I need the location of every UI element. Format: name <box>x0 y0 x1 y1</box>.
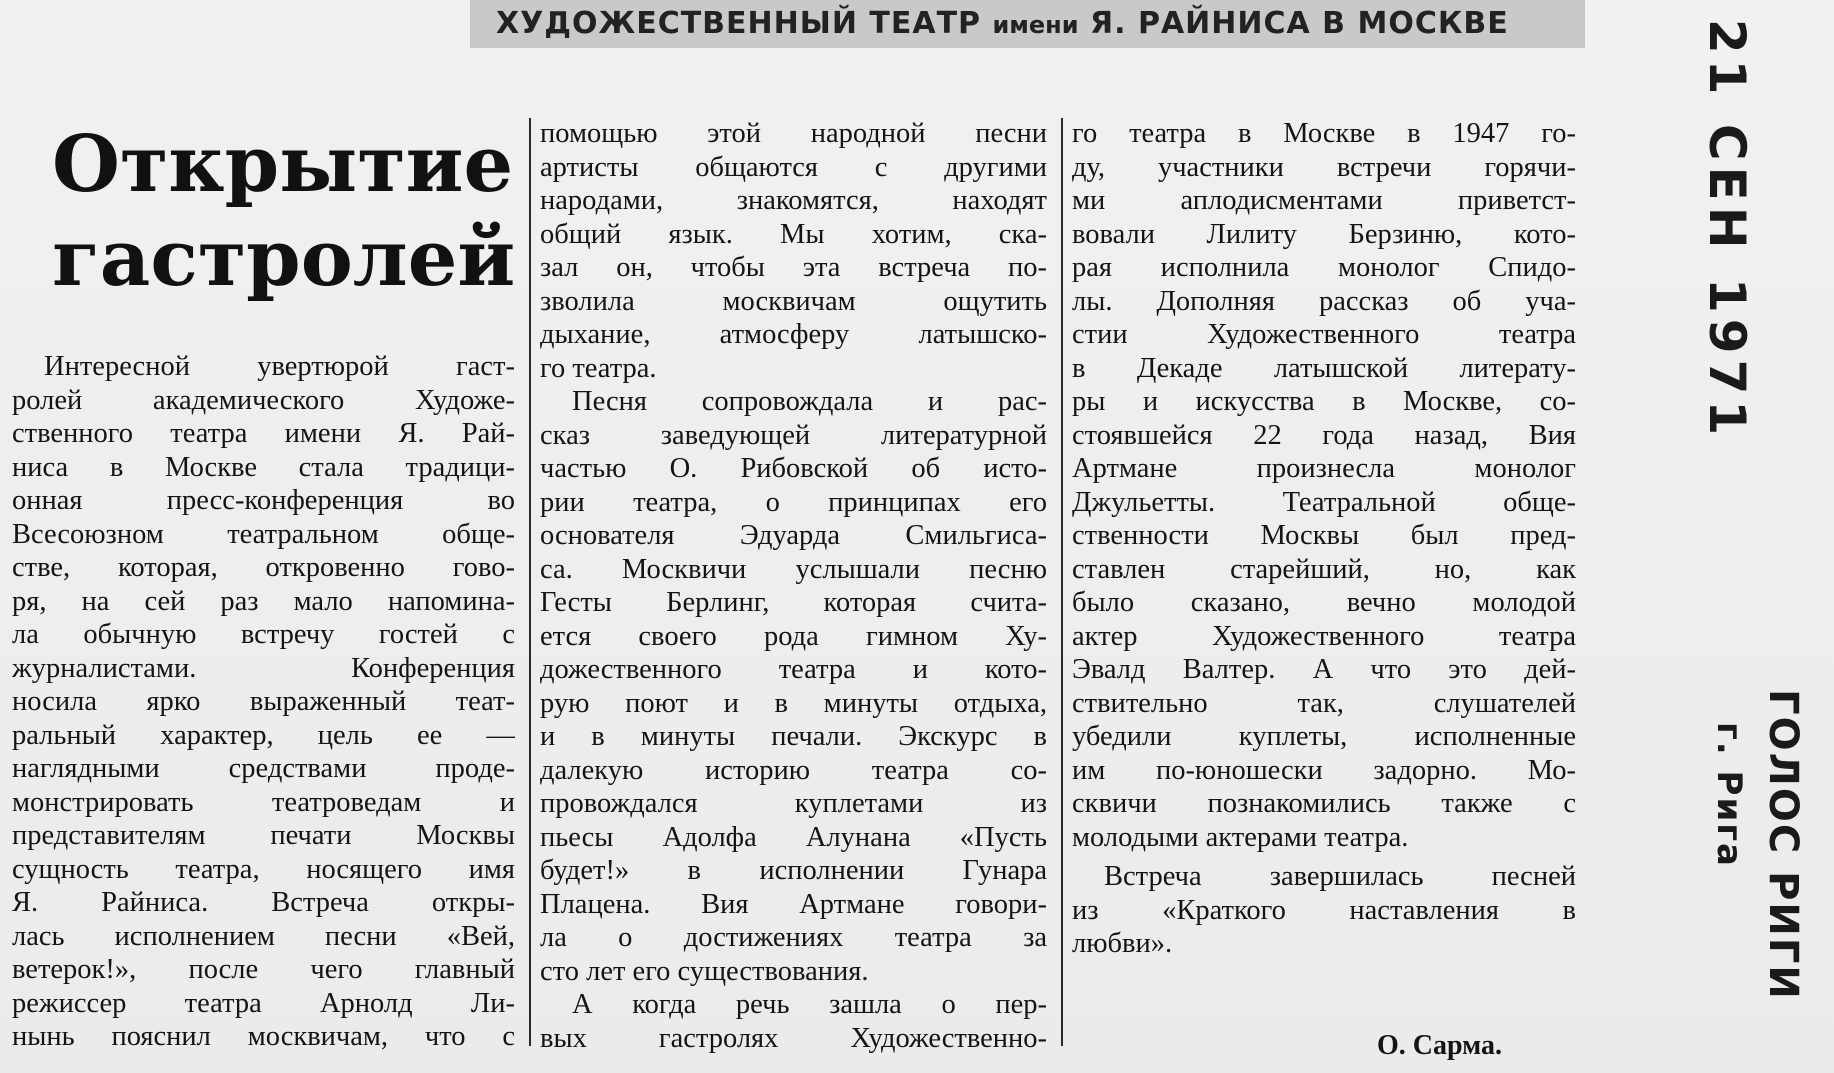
text-line: го театра. <box>540 352 657 384</box>
header-part-2: имени <box>992 11 1079 39</box>
text-line: ственного театра имени Я. Рай- <box>12 418 515 449</box>
text-line: из «Краткого наставления в <box>1072 894 1576 926</box>
text-line: рии театра, о принципах его <box>540 486 1047 518</box>
text-line: актер Художественного театра <box>1072 620 1576 652</box>
source-stamp-name: ГОЛОС РИГИ <box>1760 689 1806 1001</box>
text-line: ниса в Москве стала традици- <box>12 451 515 483</box>
text-line: зал он, чтобы эта встреча по- <box>540 252 1047 283</box>
text-line: вовали Лилиту Берзиню, кото- <box>1072 218 1576 250</box>
text-line: го театра в Москве в 1947 го- <box>1072 118 1576 149</box>
text-line: лы. Дополняя рассказ об уча- <box>1072 285 1576 317</box>
text-line: Песня сопровождала и рас- <box>572 386 1047 417</box>
text-line: вых гастролях Художественно- <box>540 1022 1047 1054</box>
title-line-1: Открытие <box>52 119 514 210</box>
article-title <box>52 118 516 306</box>
text-line: Гесты Берлинг, которая счита- <box>540 587 1047 618</box>
text-line: ральный характер, цель ее — <box>12 719 515 751</box>
text-line: зволила москвичам ощутить <box>540 285 1047 317</box>
text-line: А когда речь зашла о пер- <box>572 989 1047 1020</box>
text-line: Джульетты. Театральной обще- <box>1072 486 1576 518</box>
text-line: ветерок!», после чего главный <box>12 954 515 985</box>
text-line: общий язык. Мы хотим, ска- <box>540 218 1047 250</box>
text-line: любви». <box>1072 928 1173 959</box>
text-line: журналистами. Конференция <box>12 652 515 684</box>
text-line: сущность театра, носящего имя <box>12 853 515 885</box>
text-line: будет!» в исполнении Гунара <box>540 855 1047 886</box>
text-line: носила ярко выраженный теат- <box>12 686 515 717</box>
text-line: частью О. Рибовской об исто- <box>540 453 1047 484</box>
text-line: сказ заведующей литературной <box>540 419 1047 451</box>
text-line: стве, которая, откровенно гово- <box>12 552 515 583</box>
text-line: рую поют и в минуты отдыха, <box>540 687 1047 719</box>
source-stamp-city: г. Рига <box>1709 722 1749 868</box>
text-line: пьесы Адолфа Алунана «Пусть <box>540 821 1047 853</box>
text-line: лась исполнением песни «Вей, <box>12 920 515 952</box>
text-line: Плацена. Вия Артмане говори- <box>540 888 1047 920</box>
header-part-3: Я. РАЙНИСА В МОСКВЕ <box>1090 6 1509 41</box>
text-line: нынь пояснил москвичам, что с <box>12 1021 515 1052</box>
column-divider-2 <box>1061 118 1063 1046</box>
text-line: ролей академического Художе- <box>12 384 515 416</box>
text-line: режиссер театра Арнолд Ли- <box>12 987 515 1019</box>
text-line: представителям печати Москвы <box>12 820 515 851</box>
text-line: са. Москвичи услышали песню <box>540 553 1047 585</box>
text-line: основателя Эдуарда Смильгиса- <box>540 520 1047 551</box>
text-line: дожественного театра и кото- <box>540 654 1047 685</box>
text-line: артисты общаются с другими <box>540 151 1047 183</box>
text-line: Интересной увертюрой гаст- <box>44 351 515 382</box>
header-part-1: ХУДОЖЕСТВЕННЫЙ ТЕАТР <box>496 6 982 41</box>
text-line: стии Художественного театра <box>1072 319 1576 350</box>
text-line: молодыми актерами театра. <box>1072 821 1409 853</box>
text-line: ря, на сей раз мало напомина- <box>12 585 515 617</box>
section-header <box>496 2 1576 46</box>
text-line: наглядными средствами проде- <box>12 753 515 784</box>
text-line: сквичи познакомились также с <box>1072 788 1576 819</box>
text-line: сто лет его существования. <box>540 955 869 987</box>
text-line: провождался куплетами из <box>540 788 1047 819</box>
column-divider-1 <box>529 118 531 1046</box>
article-column-3 <box>1072 117 1576 961</box>
date-stamp: 21 СЕН 1971 <box>1698 18 1756 442</box>
text-line: ры и искусства в Москве, со- <box>1072 386 1576 417</box>
text-line: рая исполнила монолог Спидо- <box>1072 252 1576 283</box>
text-line: и в минуты печали. Экскурс в <box>540 721 1047 752</box>
text-line: им по-юношески задорно. Мо- <box>1072 754 1576 786</box>
text-line: стоявшейся 22 года назад, Вия <box>1072 419 1576 451</box>
text-line: убедили куплеты, исполненные <box>1072 721 1576 752</box>
text-line: ется своего рода гимном Ху- <box>540 620 1047 652</box>
article-column-2 <box>540 117 1047 1055</box>
text-line: Я. Райниса. Встреча откры- <box>12 887 515 918</box>
text-line: онная пресс-конференция во <box>12 485 515 516</box>
text-line: ставлен старейший, но, как <box>1072 553 1576 585</box>
text-line: ла о достижениях театра за <box>540 922 1047 953</box>
article-column-1 <box>12 350 515 1054</box>
text-line: далекую историю театра со- <box>540 754 1047 786</box>
text-line: помощью этой народной песни <box>540 118 1047 149</box>
text-line: Артмане произнесла монолог <box>1072 453 1576 484</box>
text-line: в Декаде латышской литерату- <box>1072 352 1576 384</box>
text-line: Эвалд Валтер. А что это дей- <box>1072 654 1576 685</box>
text-line: ственности Москвы был пред- <box>1072 520 1576 551</box>
text-line: народами, знакомятся, находят <box>540 185 1047 216</box>
author-signature: О. Сарма. <box>1377 1030 1503 1061</box>
text-line: ми аплодисментами приветст- <box>1072 185 1576 216</box>
text-line: было сказано, вечно молодой <box>1072 587 1576 618</box>
text-line: Всесоюзном театральном обще- <box>12 518 515 550</box>
text-line: Встреча завершилась песней <box>1104 861 1576 892</box>
text-line: ствительно так, слушателей <box>1072 687 1576 719</box>
text-line: монстрировать театроведам и <box>12 786 515 818</box>
title-line-2: гастролей <box>52 213 516 304</box>
text-line: ла обычную встречу гостей с <box>12 619 515 650</box>
text-line: дыхание, атмосферу латышско- <box>540 319 1047 350</box>
text-line: ду, участники встречи горячи- <box>1072 151 1576 183</box>
